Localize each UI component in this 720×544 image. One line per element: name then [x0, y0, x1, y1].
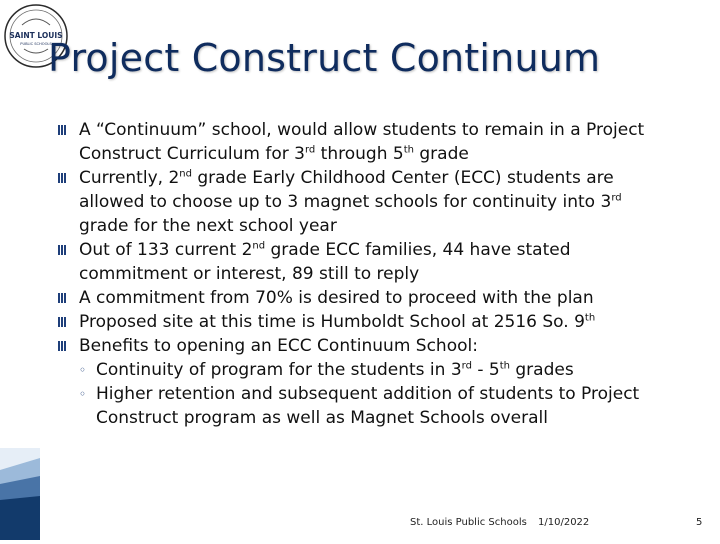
footer-organization: St. Louis Public Schools [410, 517, 527, 528]
bullet-mark-icon [57, 242, 67, 258]
superscript: th [584, 312, 596, 324]
footer-date: 1/10/2022 [538, 517, 590, 528]
superscript: rd [304, 144, 316, 156]
bullet-item [57, 118, 667, 166]
bullet-item [57, 166, 667, 238]
bullet-mark-icon [57, 314, 67, 330]
text-run: grade ECC families, 44 have stated commitment or interest, 89 still to reply [79, 240, 571, 284]
text-run: A “Continuum” school, would allow students to remain in a Project Construct Curriculum for 3 [79, 120, 645, 164]
bullet-list [57, 118, 667, 430]
text-run: grade [413, 144, 469, 164]
bullet-item [57, 238, 667, 286]
hollow-circle-icon: ◦ [79, 387, 87, 401]
text-run: grade Early Childhood Center (ECC) students are allowed to choose up to 3 magnet schools for continuity into 3 [79, 168, 614, 212]
text-run: Proposed site at this time is Humboldt School at 2516 So. 9 [79, 312, 585, 332]
superscript: nd [252, 240, 266, 252]
text-run: Currently, 2 [79, 168, 180, 188]
bullet-mark-icon [57, 290, 67, 306]
sub-bullet-item [57, 382, 667, 430]
logo-text-line1: SAINT LOUIS [9, 31, 63, 40]
text-run: - 5 [471, 360, 500, 380]
superscript: nd [179, 168, 192, 180]
page-number: 5 [696, 517, 703, 528]
text-run: through 5 [315, 144, 404, 164]
hollow-circle-icon: ◦ [79, 363, 87, 377]
bullet-item [57, 334, 667, 358]
superscript: rd [611, 192, 622, 204]
superscript: rd [461, 360, 472, 372]
superscript: th [403, 144, 414, 156]
decorative-band [0, 448, 40, 540]
text-run: Continuity of program for the students in 3 [96, 360, 462, 380]
text-run: Out of 133 current 2 [79, 240, 253, 260]
text-run: Higher retention and subsequent addition of students to Project Construct program as well as Magnet Schools overall [96, 384, 640, 428]
main-bullets [57, 118, 667, 358]
slide-title: Project Construct Continuum [48, 36, 601, 80]
superscript: th [499, 360, 510, 372]
sub-bullets [57, 358, 667, 430]
bullet-item [57, 310, 667, 334]
text-run: Benefits to opening an ECC Continuum School: [79, 336, 478, 356]
text-run: A commitment from 70% is desired to proceed with the plan [79, 288, 594, 308]
sub-bullet-item [57, 358, 667, 382]
bullet-mark-icon [57, 338, 67, 354]
logo-text-line2: PUBLIC SCHOOLS [20, 42, 52, 46]
bullet-mark-icon [57, 122, 67, 138]
bullet-item [57, 286, 667, 310]
bullet-mark-icon [57, 170, 67, 186]
text-run: grade for the next school year [79, 216, 337, 236]
text-run: grades [509, 360, 574, 380]
